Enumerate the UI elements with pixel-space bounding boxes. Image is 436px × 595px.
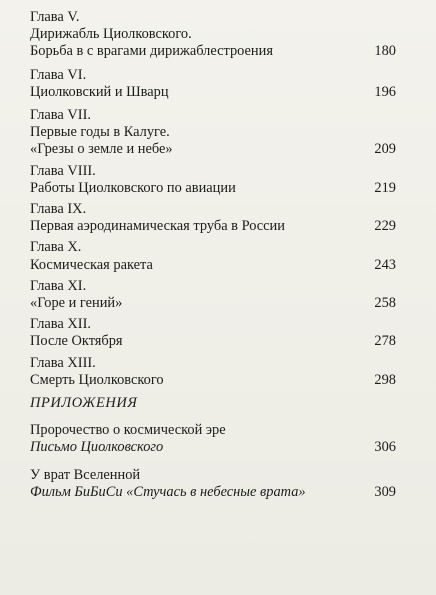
page-number: 258 xyxy=(374,295,396,312)
toc-entry-chapter-6 xyxy=(30,67,396,101)
toc-entry-appendix-2 xyxy=(30,467,396,501)
chapter-title: После Октября xyxy=(30,333,123,350)
chapter-title: Дирижабль Циолковского. xyxy=(30,26,192,43)
appendix-title: У врат Вселенной xyxy=(30,466,141,483)
chapter-title: Первые годы в Калуге. xyxy=(30,124,170,141)
page-number: 180 xyxy=(374,43,396,60)
page-number: 306 xyxy=(374,439,396,456)
page-number: 229 xyxy=(374,218,396,235)
toc-entry-chapter-7 xyxy=(30,107,396,159)
chapter-label: Глава XI. xyxy=(30,277,87,294)
chapter-label: Глава VII. xyxy=(30,107,91,124)
chapter-title: Циолковский и Шварц xyxy=(30,83,169,100)
toc-entry-appendix-1 xyxy=(30,422,396,456)
page-number: 243 xyxy=(374,256,396,273)
chapter-title: Смерть Циолковского xyxy=(30,371,164,388)
page-number: 278 xyxy=(374,333,396,350)
chapter-title: Первая аэродинамическая труба в России xyxy=(30,218,285,235)
page-number: 309 xyxy=(374,483,396,500)
page-number: 196 xyxy=(374,83,396,100)
chapter-label: Глава X. xyxy=(30,239,82,256)
chapter-label: Глава XII. xyxy=(30,316,91,333)
chapter-subtitle: Борьба в с врагами дирижаблестроения xyxy=(30,43,273,60)
toc-entry-chapter-12 xyxy=(30,316,396,350)
chapter-label: Глава V. xyxy=(30,9,80,25)
page-number: 298 xyxy=(374,371,396,388)
chapter-label: Глава VI. xyxy=(30,66,87,83)
chapter-title: Космическая ракета xyxy=(30,256,153,273)
chapter-title: Работы Циолковского по авиации xyxy=(30,179,236,196)
toc-entry-chapter-5 xyxy=(30,9,396,61)
chapter-title: «Горе и гений» xyxy=(30,295,123,312)
appendix-subtitle: Письмо Циолковского xyxy=(30,439,164,456)
toc-entry-chapter-10 xyxy=(30,239,396,273)
appendix-title: Пророчество о космической эре xyxy=(30,422,226,439)
table-of-contents xyxy=(30,9,396,501)
appendix-heading: ПРИЛОЖЕНИЯ xyxy=(30,395,138,412)
chapter-label: Глава VIII. xyxy=(30,162,96,179)
page-number: 219 xyxy=(374,179,396,196)
chapter-label: Глава XIII. xyxy=(30,354,96,371)
toc-entry-chapter-13 xyxy=(30,355,396,389)
toc-entry-chapter-8 xyxy=(30,163,396,197)
appendix-subtitle: Фильм БиБиСи «Стучась в небесные врата» xyxy=(30,483,306,500)
page-number: 209 xyxy=(374,141,396,158)
toc-entry-chapter-9 xyxy=(30,201,396,235)
chapter-subtitle: «Грезы о земле и небе» xyxy=(30,141,173,158)
toc-entry-chapter-11 xyxy=(30,278,396,312)
chapter-label: Глава IX. xyxy=(30,201,87,218)
